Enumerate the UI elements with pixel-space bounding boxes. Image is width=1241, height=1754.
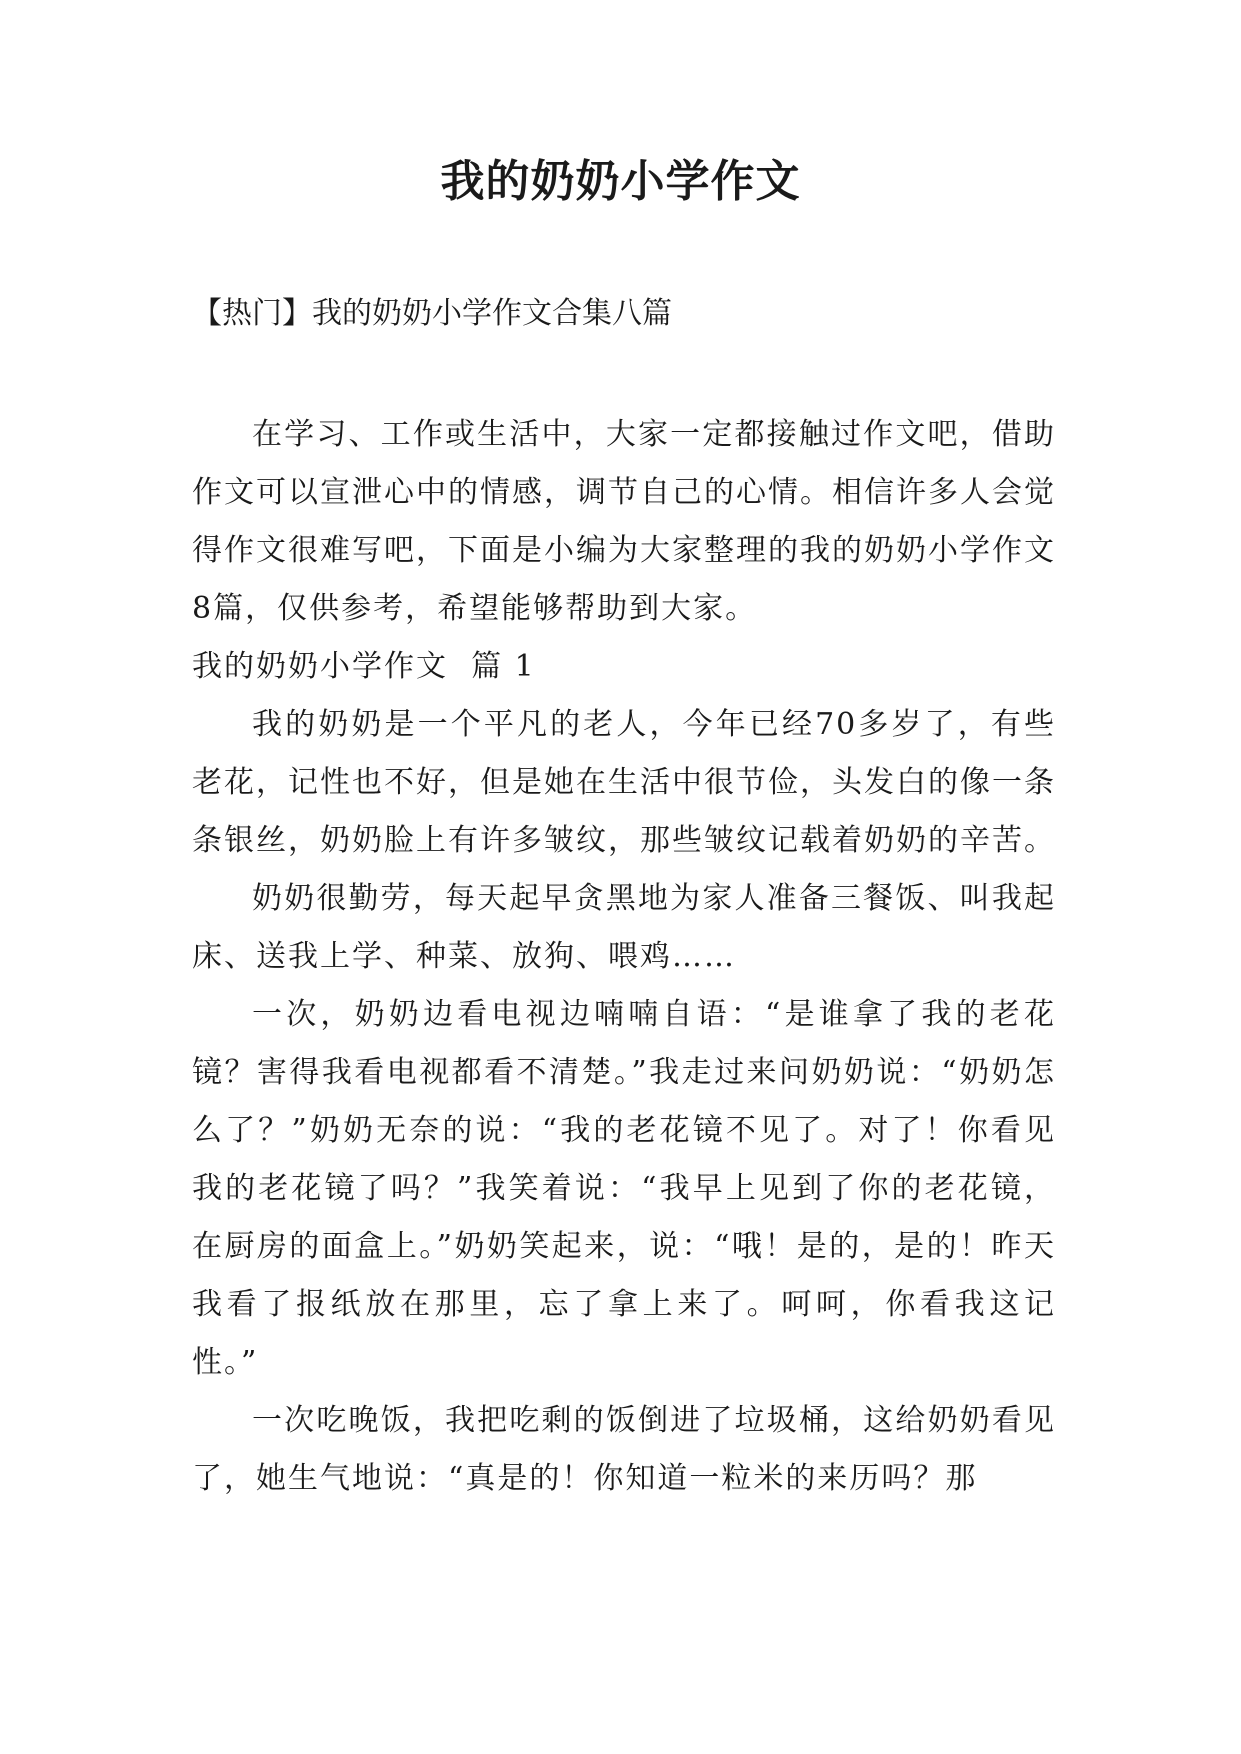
document-body <box>192 406 1056 1508</box>
body-paragraph-1: 我的奶奶是一个平凡的老人，今年已经70多岁了，有些老花，记性也不好，但是她在生活中很节俭，头发白的像一条条银丝，奶奶脸上有许多皱纹，那些皱纹记载着奶奶的辛苦。 <box>192 707 1056 858</box>
body-paragraph-4: 一次吃晚饭，我把吃剩的饭倒进了垃圾桶，这给奶奶看见了，她生气地说：“真是的！你知道一粒米的来历吗？那 <box>192 1403 1056 1496</box>
intro-paragraph: 在学习、工作或生活中，大家一定都接触过作文吧，借助作文可以宣泄心中的情感，调节自己的心情。相信许多人会觉得作文很难写吧，下面是小编为大家整理的我的奶奶小学作文8篇，仅供参考，希望能够帮助到大家。 <box>192 417 1056 626</box>
document-title: 我的奶奶小学作文 <box>440 156 801 207</box>
body-paragraph-3: 一次，奶奶边看电视边喃喃自语：“是谁拿了我的老花镜？害得我看电视都看不清楚。”我走过来问奶奶说：“奶奶怎么了？”奶奶无奈的说：“我的老花镜不见了。对了！你看见我的老花镜了吗？”我笑着说：“我早上见到了你的老花镜，在厨房的面盒上。”奶奶笑起来，说：“哦！是的，是的！昨天我看了报纸放在那里，忘了拿上来了。呵呵，你看我这记性。” <box>192 997 1056 1380</box>
document-subtitle: 【热门】我的奶奶小学作文合集八篇 <box>192 296 672 331</box>
body-paragraph-2: 奶奶很勤劳，每天起早贪黑地为家人准备三餐饭、叫我起床、送我上学、种菜、放狗、喂鸡…… <box>192 881 1056 974</box>
section-heading: 我的奶奶小学作文 篇 1 <box>192 649 536 684</box>
